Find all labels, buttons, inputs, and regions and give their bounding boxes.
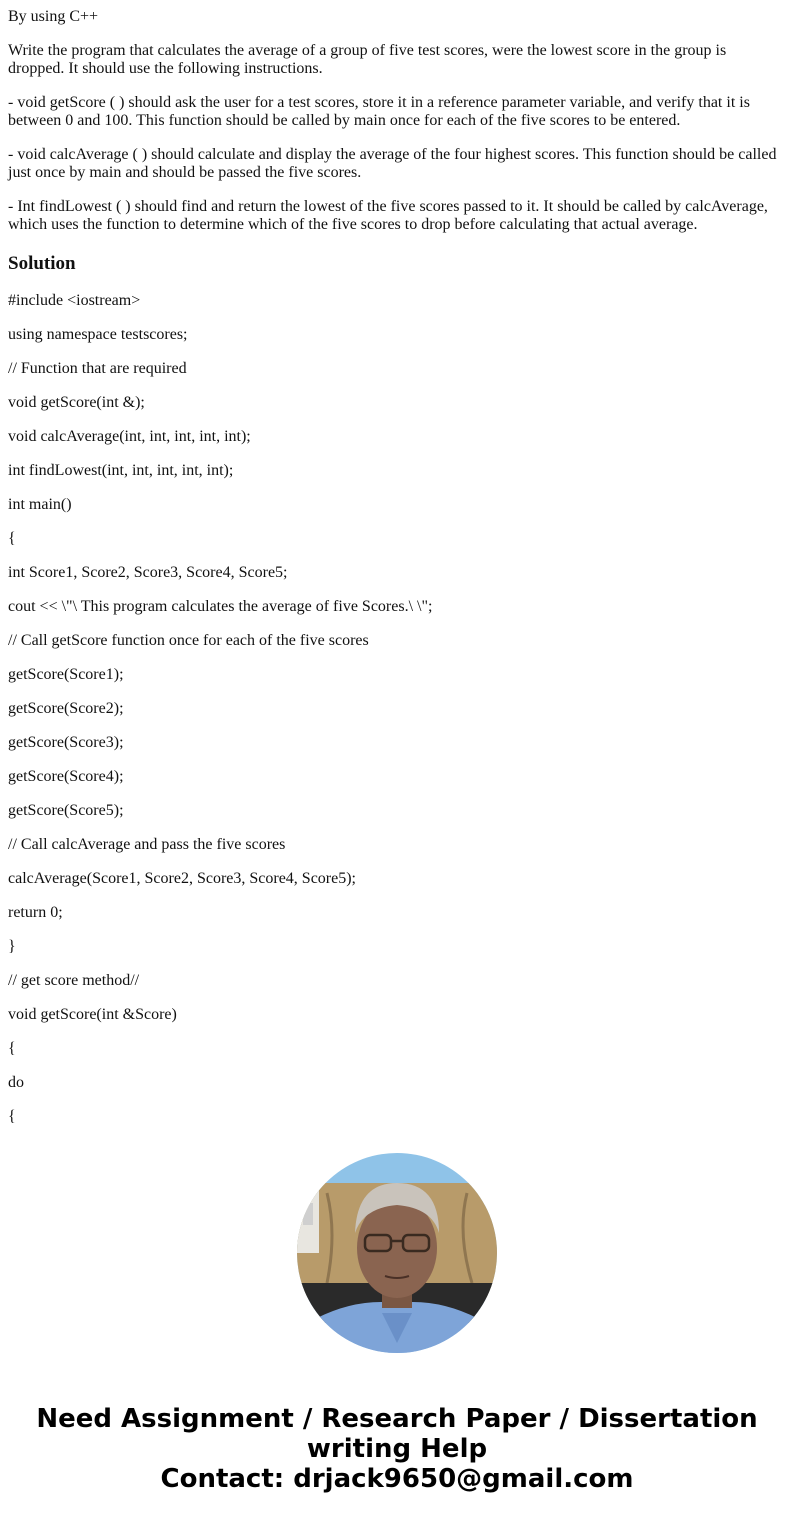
code-line: using namespace testscores; — [8, 326, 188, 343]
code-line: int findLowest(int, int, int, int, int); — [8, 462, 234, 479]
code-line: // Call getScore function once for each of the five scores — [8, 632, 369, 649]
promo-line-2: writing Help — [306, 1434, 488, 1464]
person-photo-icon — [297, 1153, 497, 1353]
promo-banner — [0, 1404, 794, 1494]
question-paragraph: Write the program that calculates the average of a group of five test scores, were the lowest score in the group is dropped. It should use the following instructions. — [8, 42, 727, 77]
code-line: int Score1, Score2, Score3, Score4, Score5; — [8, 564, 288, 581]
code-line: } — [8, 938, 16, 955]
code-line: #include <iostream> — [8, 292, 141, 309]
code-line: void getScore(int &Score) — [8, 1006, 177, 1023]
code-line: void calcAverage(int, int, int, int, int); — [8, 428, 251, 445]
code-line: getScore(Score5); — [8, 802, 124, 819]
code-line: { — [8, 1040, 16, 1057]
question-instruction-calcaverage: - void calcAverage ( ) should calculate and display the average of the four highest scores. This function should be called just once by main and should be passed the five scores. — [8, 146, 777, 181]
promo-line-1: Need Assignment / Research Paper / Dissertation — [36, 1404, 758, 1434]
code-line: // Call calcAverage and pass the five scores — [8, 836, 286, 853]
code-line: getScore(Score1); — [8, 666, 124, 683]
code-line: void getScore(int &); — [8, 394, 145, 411]
code-line: { — [8, 530, 16, 547]
code-line: getScore(Score4); — [8, 768, 124, 785]
avatar — [297, 1153, 497, 1353]
code-line: do — [8, 1074, 24, 1091]
code-line: getScore(Score2); — [8, 700, 124, 717]
code-line: getScore(Score3); — [8, 734, 124, 751]
question-instruction-getscore: - void getScore ( ) should ask the user for a test scores, store it in a reference parameter variable, and verify that it is between 0 and 100. This function should be called by main once for each of the five scores to be entered. — [8, 94, 750, 129]
solution-code — [8, 292, 786, 1126]
question-instruction-findlowest: - Int findLowest ( ) should find and return the lowest of the five scores passed to it. It should be called by calcAverage, which uses the function to determine which of the five scores to drop before calculating that actual average. — [8, 198, 768, 233]
code-line: { — [8, 1108, 16, 1125]
code-line: calcAverage(Score1, Score2, Score3, Score4, Score5); — [8, 870, 356, 887]
question-intro: By using C++ — [8, 8, 99, 25]
solution-heading: Solution — [8, 253, 76, 274]
code-line: // get score method// — [8, 972, 140, 989]
code-line: cout << \"\ This program calculates the average of five Scores.\ \"; — [8, 598, 433, 615]
code-line: return 0; — [8, 904, 63, 921]
code-line: int main() — [8, 496, 72, 513]
code-line: // Function that are required — [8, 360, 187, 377]
promo-contact-email: Contact: drjack9650@gmail.com — [160, 1464, 634, 1494]
document-content — [8, 0, 786, 1126]
